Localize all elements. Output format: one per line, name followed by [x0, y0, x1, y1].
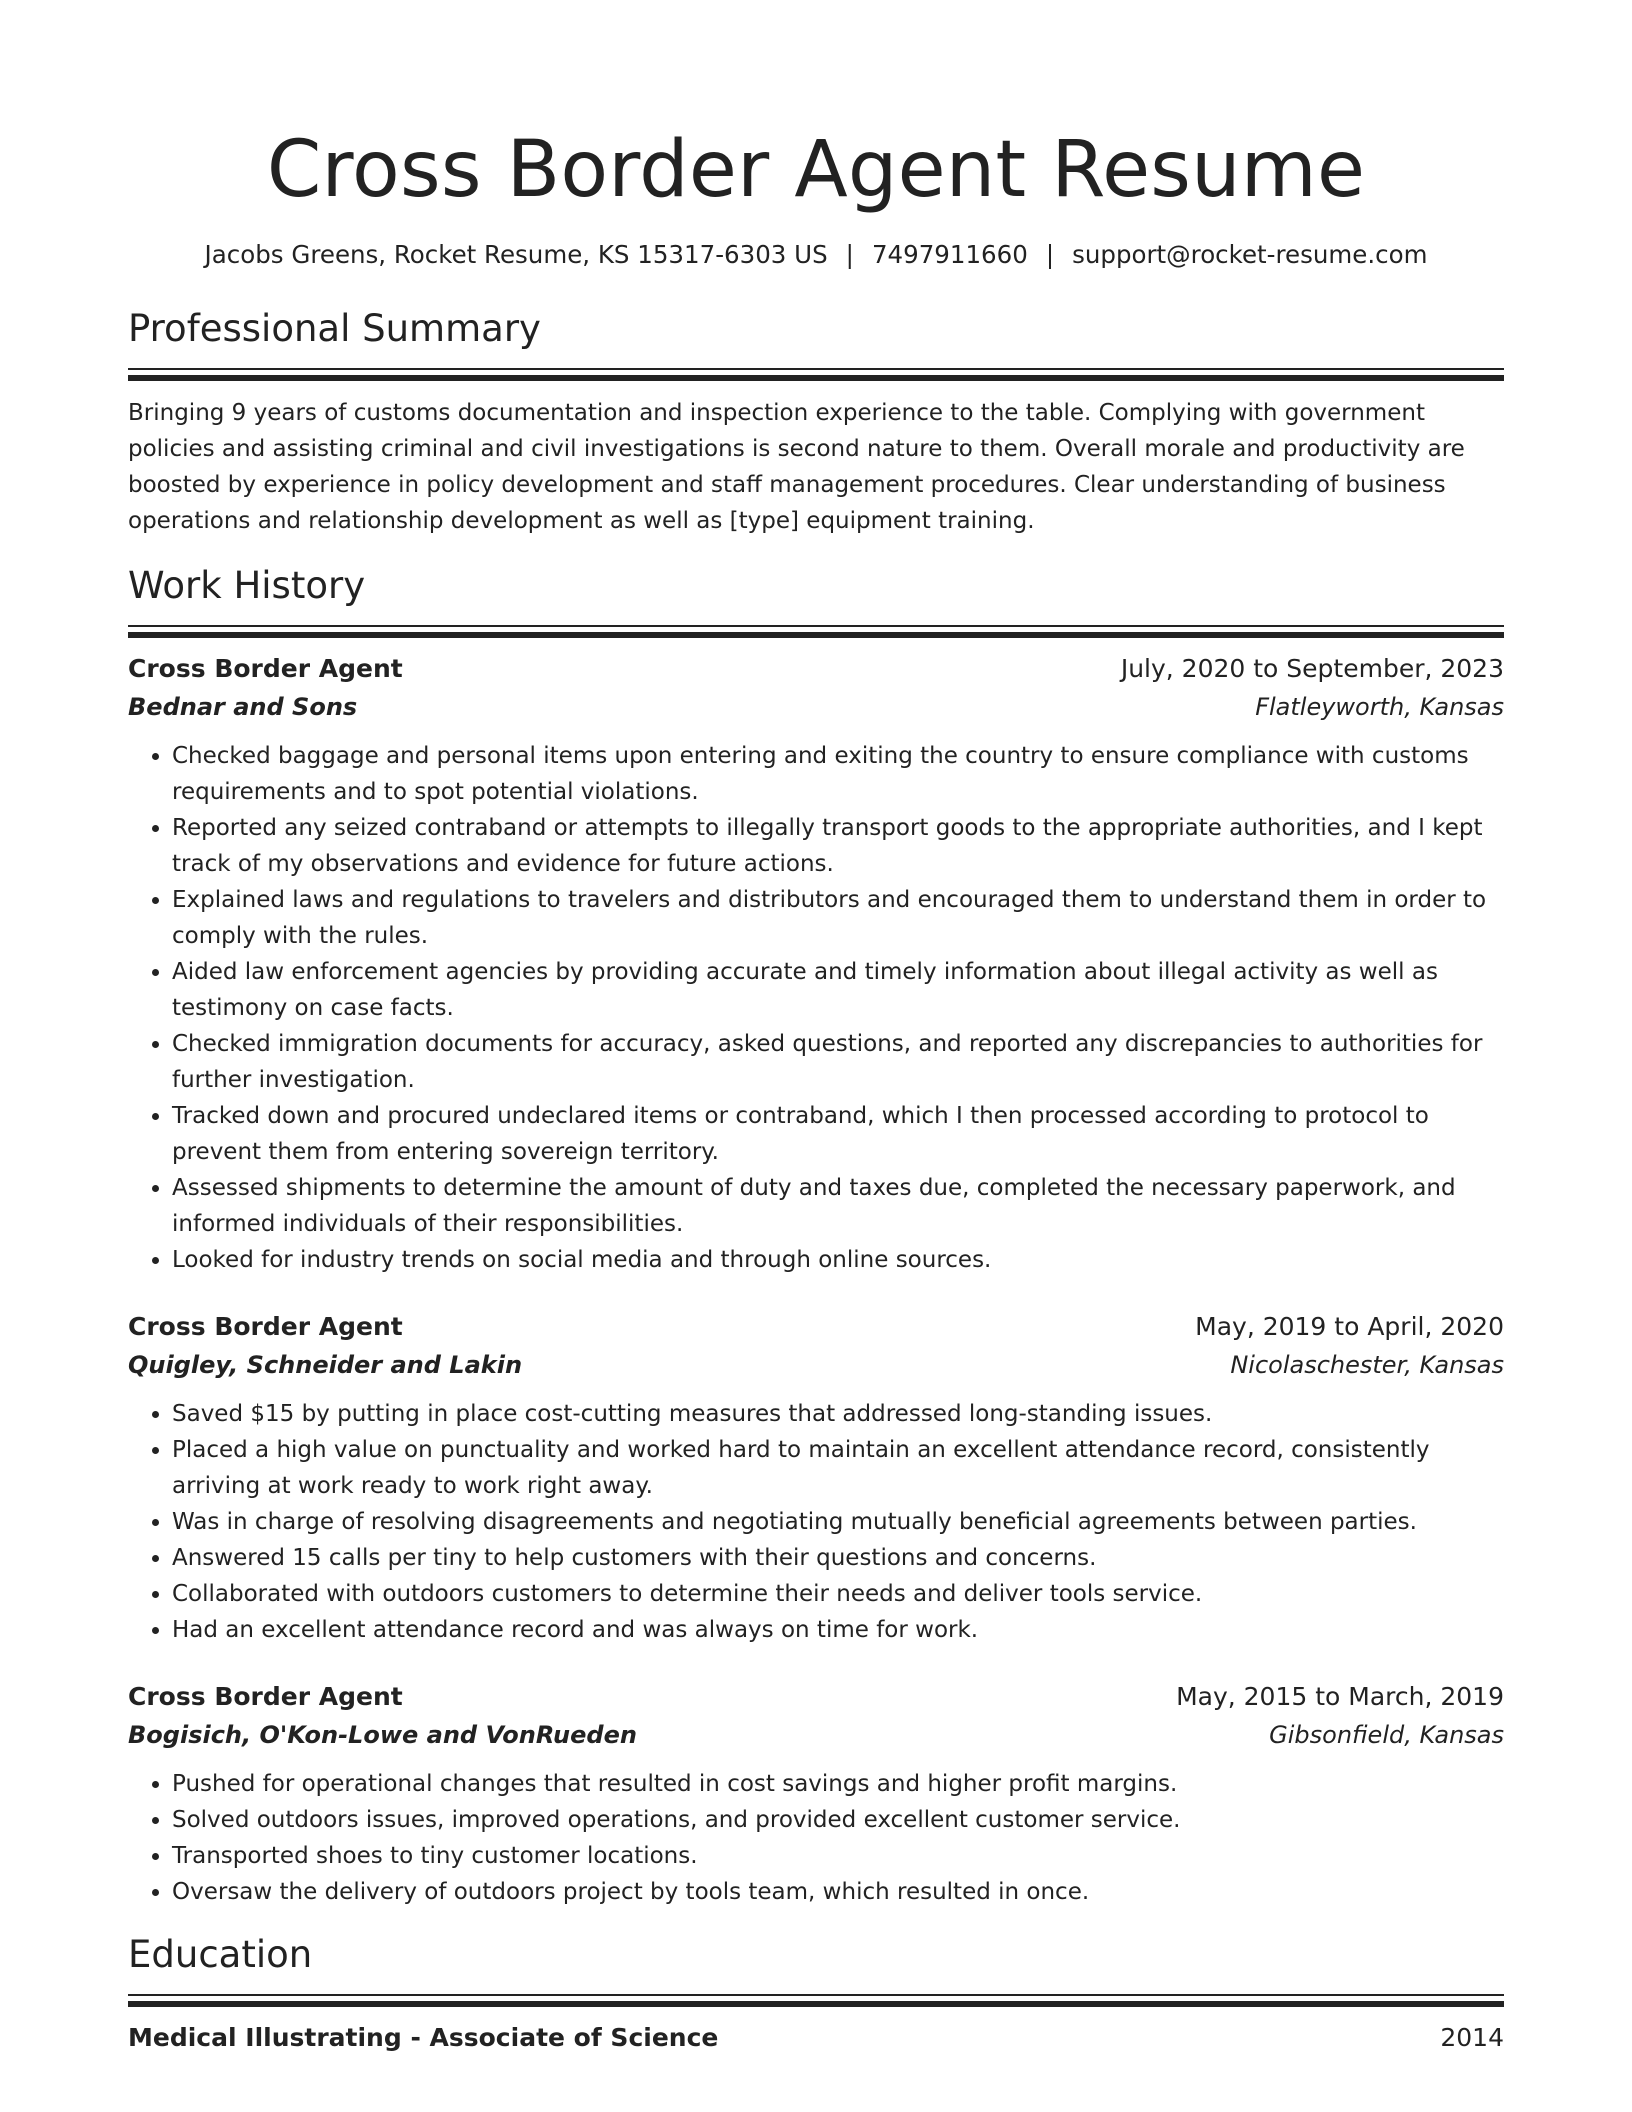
bullet-item: • Answered 15 calls per tiny to help customers with their questions and concerns.	[172, 1540, 1504, 1576]
bullet-item: • Aided law enforcement agencies by providing accurate and timely information about illegal activity as well as testimony on case facts.	[172, 954, 1504, 1026]
bullet-item: • Saved $15 by putting in place cost-cutting measures that addressed long-standing issues.	[172, 1396, 1504, 1432]
job-dates: May, 2015 to March, 2019	[1176, 1682, 1504, 1711]
job-location: Flatleyworth, Kansas	[1255, 693, 1504, 721]
section-heading-summary: Professional Summary	[128, 307, 541, 350]
job-title: Cross Border Agent	[128, 1682, 403, 1711]
job-dates: July, 2020 to September, 2023	[1120, 654, 1504, 683]
summary-section	[128, 304, 1504, 539]
bullet-item: • Tracked down and procured undeclared items or contraband, which I then processed according to protocol to prevent them from entering sovereign territory.	[172, 1098, 1504, 1170]
section-divider	[128, 1994, 1504, 1996]
job-bullets	[128, 1396, 1504, 1648]
job-entry	[128, 650, 1504, 1278]
job-company: Bednar and Sons	[128, 693, 358, 721]
bullet-item: • Transported shoes to tiny customer locations.	[172, 1838, 1504, 1874]
job-bullets	[128, 738, 1504, 1278]
bullet-item: • Pushed for operational changes that resulted in cost savings and higher profit margins.	[172, 1766, 1504, 1802]
bullet-item: • Reported any seized contraband or attempts to illegally transport goods to the appropriate authorities, and I kept track of my observations and evidence for future actions.	[172, 810, 1504, 882]
bullet-item: • Checked baggage and personal items upon entering and exiting the country to ensure compliance with customs requirements and to spot potential violations.	[172, 738, 1504, 810]
contact-separator: |	[845, 240, 854, 269]
section-heading-education: Education	[128, 1933, 313, 1976]
contact-separator: |	[1045, 240, 1055, 269]
education-year: 2014	[1440, 2023, 1504, 2052]
bullet-item: • Explained laws and regulations to travelers and distributors and encouraged them to understand them in order to comply with the rules.	[172, 882, 1504, 954]
job-title: Cross Border Agent	[128, 654, 403, 683]
resume-page	[128, 0, 1504, 2057]
bullet-item: • Looked for industry trends on social media and through online sources.	[172, 1242, 1504, 1278]
job-location: Nicolaschester, Kansas	[1230, 1351, 1504, 1379]
section-divider-thick	[128, 375, 1504, 381]
section-divider-thick	[128, 632, 1504, 638]
work-history-section	[128, 561, 1504, 1910]
job-bullets	[128, 1766, 1504, 1910]
bullet-item: • Oversaw the delivery of outdoors project by tools team, which resulted in once.	[172, 1874, 1504, 1910]
section-divider	[128, 625, 1504, 627]
education-degree: Medical Illustrating - Associate of Science	[128, 2023, 719, 2052]
section-divider-thick	[128, 2001, 1504, 2007]
job-company: Bogisich, O'Kon-Lowe and VonRueden	[128, 1721, 637, 1749]
contact-address: Jacobs Greens, Rocket Resume, KS 15317-6303 US	[204, 240, 828, 269]
resume-title: Cross Border Agent Resume	[266, 125, 1366, 215]
section-divider	[128, 368, 1504, 370]
job-location: Gibsonfield, Kansas	[1269, 1721, 1504, 1749]
job-dates: May, 2019 to April, 2020	[1195, 1312, 1504, 1341]
summary-text: Bringing 9 years of customs documentation and inspection experience to the table. Complying with government policies and assisting criminal and civil investigations is second nature to them. Overall morale and productivity are boosted by experience in policy development and staff management procedures. Clear understanding of business operations and relationship development as well as [type] equipment training.	[128, 400, 1465, 534]
bullet-item: • Solved outdoors issues, improved operations, and provided excellent customer service.	[172, 1802, 1504, 1838]
section-heading-work-history: Work History	[128, 564, 366, 607]
bullet-item: • Assessed shipments to determine the amount of duty and taxes due, completed the necessary paperwork, and informed individuals of their responsibilities.	[172, 1170, 1504, 1242]
bullet-item: • Had an excellent attendance record and was always on time for work.	[172, 1612, 1504, 1648]
bullet-item: • Placed a high value on punctuality and worked hard to maintain an excellent attendance record, consistently arriving at work ready to work right away.	[172, 1432, 1504, 1504]
education-section	[128, 1930, 1504, 2057]
job-entry	[128, 1678, 1504, 1910]
contact-line	[128, 238, 1504, 272]
bullet-item: • Checked immigration documents for accuracy, asked questions, and reported any discrepancies to authorities for further investigation.	[172, 1026, 1504, 1098]
job-entry	[128, 1308, 1504, 1648]
job-company: Quigley, Schneider and Lakin	[128, 1351, 523, 1379]
bullet-item: • Was in charge of resolving disagreements and negotiating mutually beneficial agreements between parties.	[172, 1504, 1504, 1540]
job-title: Cross Border Agent	[128, 1312, 403, 1341]
contact-email: support@rocket-resume.com	[1072, 240, 1428, 269]
bullet-item: • Collaborated with outdoors customers to determine their needs and deliver tools service.	[172, 1576, 1504, 1612]
contact-phone: 7497911660	[871, 240, 1028, 269]
